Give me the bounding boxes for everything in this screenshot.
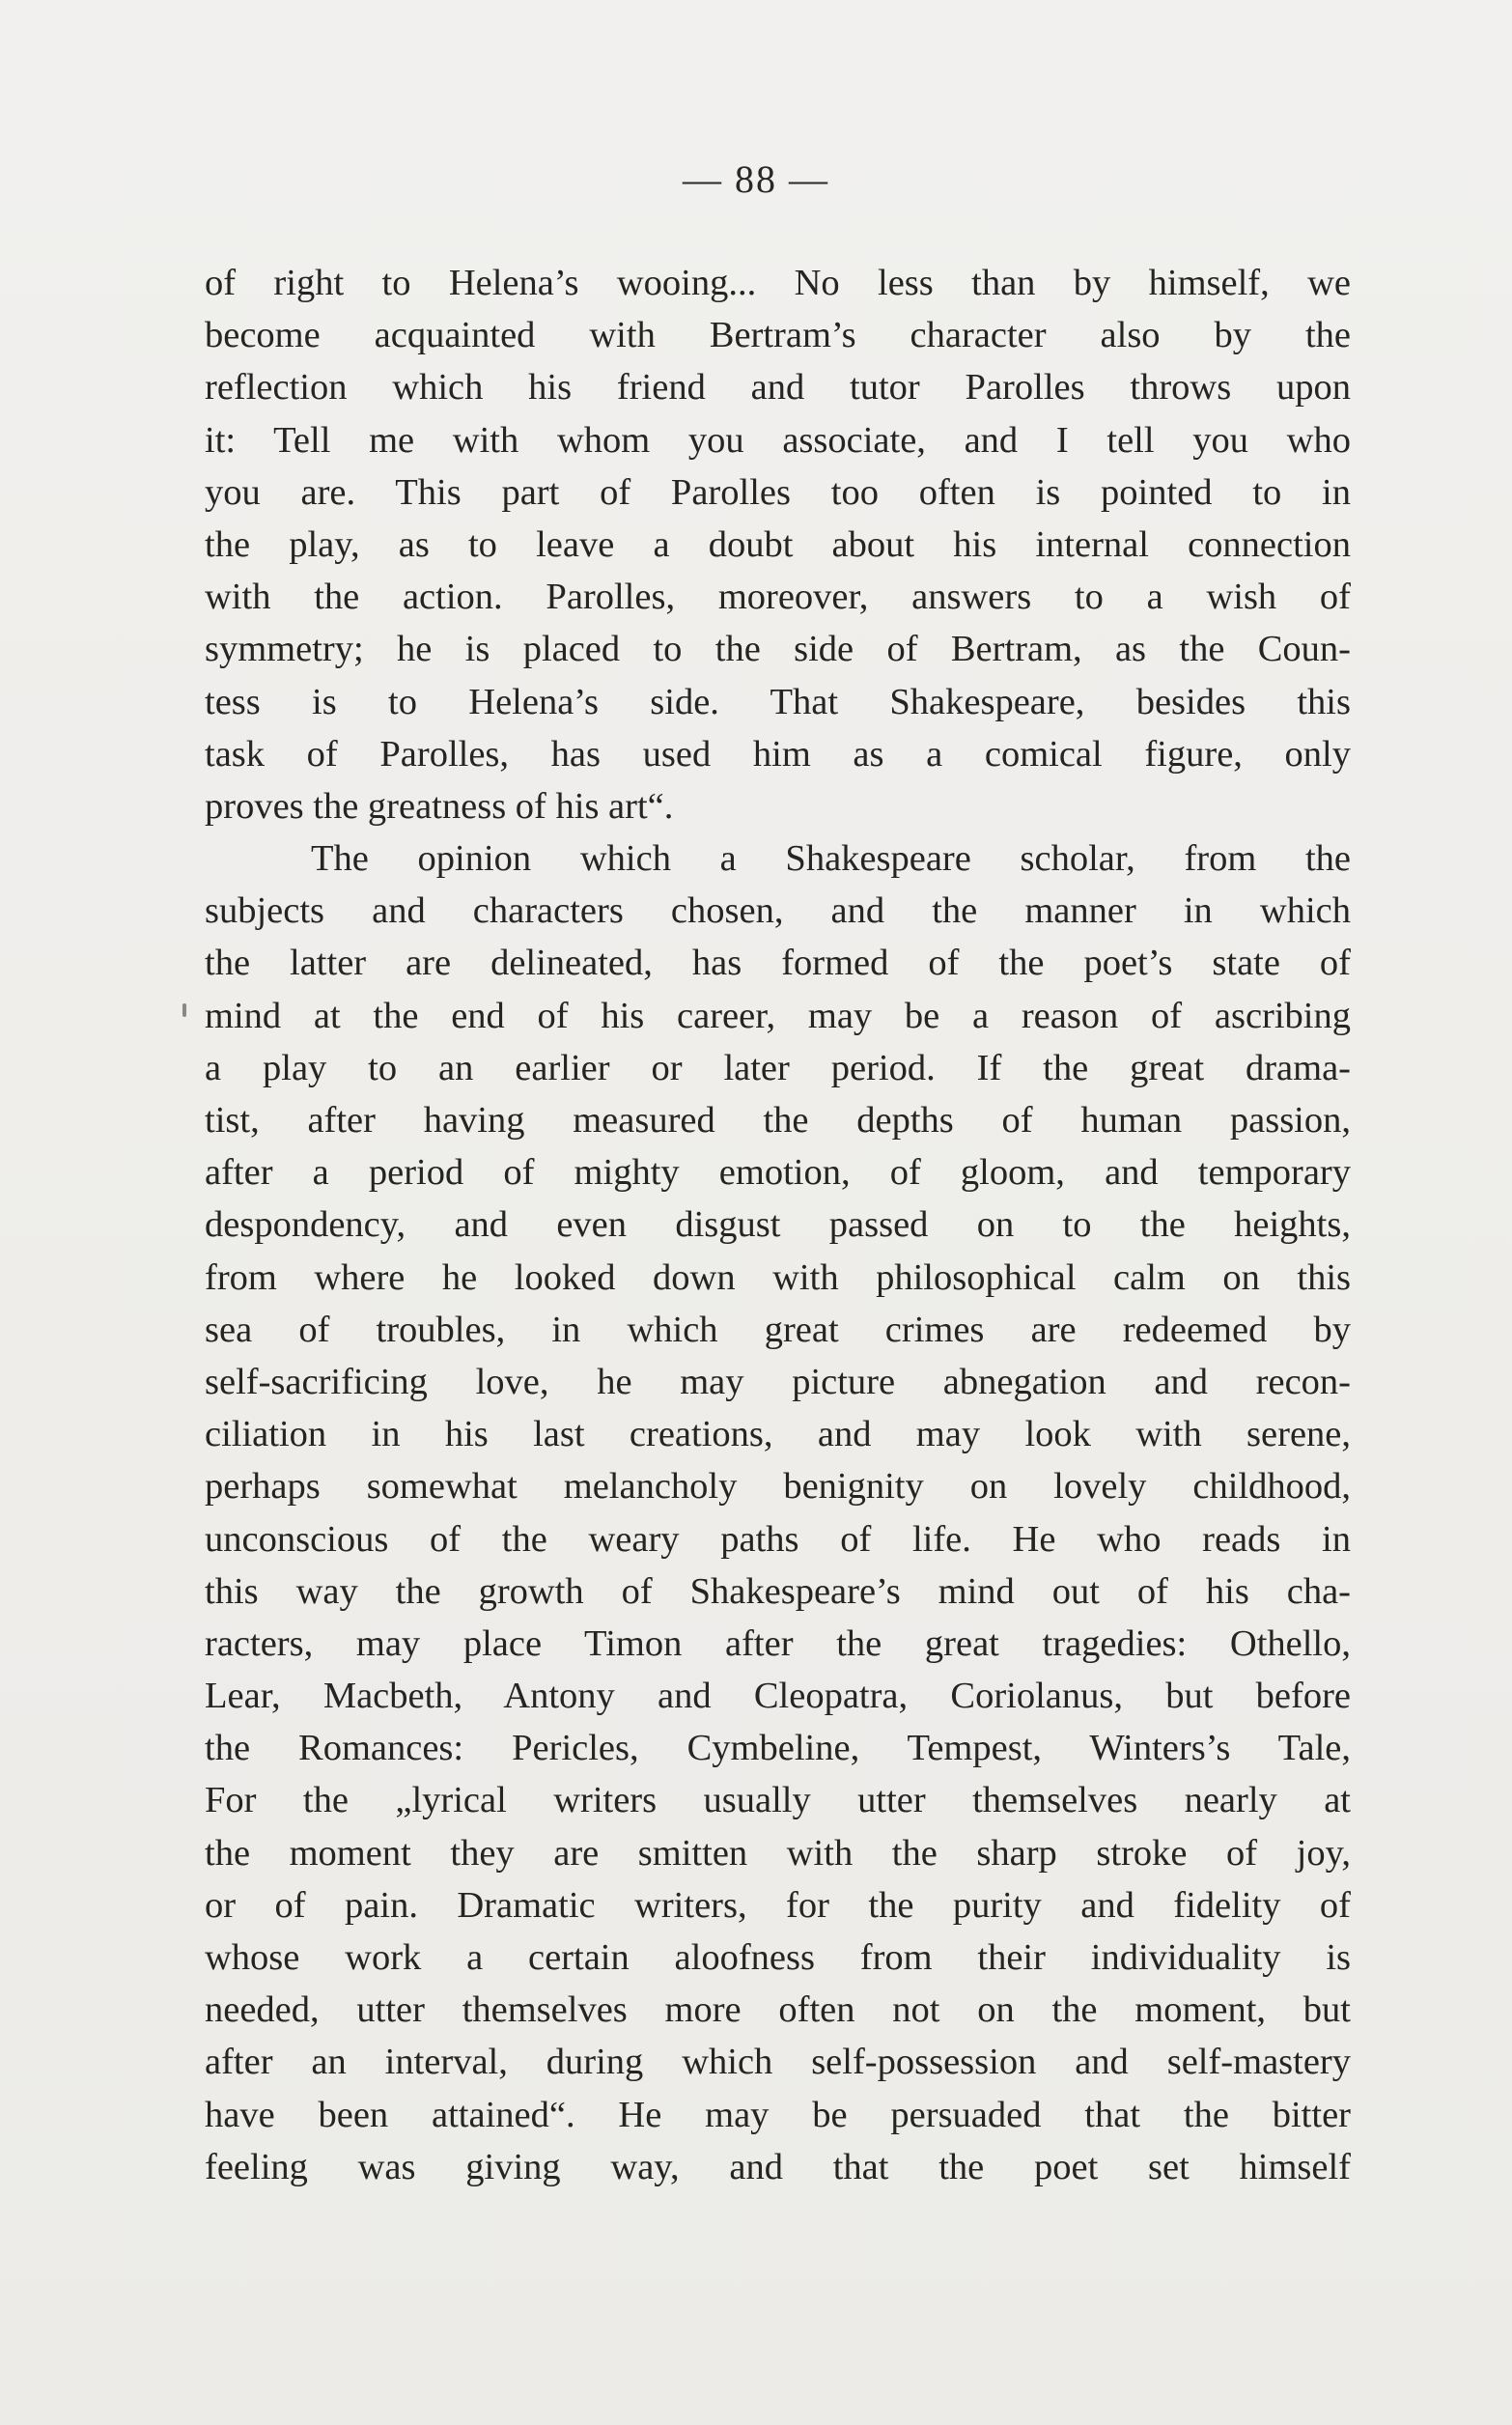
text-line: with the action. Parolles, moreover, answers to a wish of — [205, 577, 1351, 618]
text-line: tist, after having measured the depths of human passion, — [205, 1100, 1351, 1141]
text-line: tess is to Helena’s side. That Shakespeare, besides this — [205, 681, 1351, 722]
text-line: The opinion which a Shakespeare scholar, from the — [311, 838, 1351, 880]
text-line: after an interval, during which self-possession and self-mastery — [205, 2042, 1351, 2083]
text-line: subjects and characters chosen, and the manner in which — [205, 890, 1351, 932]
text-line: it: Tell me with whom you associate, and I tell you who — [205, 419, 1351, 461]
text-line: proves the greatness of his art“. — [205, 785, 674, 827]
text-line: For the „lyrical writers usually utter themselves nearly at — [205, 1780, 1351, 1821]
text-line: the Romances: Pericles, Cymbeline, Tempest, Winters’s Tale, — [205, 1728, 1351, 1769]
text-line: of right to Helena’s wooing... No less than by himself, we — [205, 263, 1351, 303]
text-line: reflection which his friend and tutor Parolles throws upon — [205, 367, 1351, 409]
text-line: self-sacrificing love, he may picture abnegation and recon- — [205, 1361, 1351, 1402]
text-line: from where he looked down with philosophical calm on this — [205, 1256, 1351, 1298]
text-line: perhaps somewhat melancholy benignity on lovely childhood, — [205, 1466, 1351, 1508]
text-line: whose work a certain aloofness from their individuality is — [205, 1937, 1351, 1978]
text-line: a play to an earlier or later period. If the great drama- — [205, 1047, 1351, 1088]
text-line: unconscious of the weary paths of life. He who reads in — [205, 1518, 1351, 1560]
page-number: — 88 — — [683, 157, 829, 201]
margin-mark — [182, 1003, 186, 1017]
text-line: have been attained“. He may be persuaded that the bitter — [205, 2094, 1351, 2135]
text-line: racters, may place Timon after the great tragedies: Othello, — [205, 1622, 1351, 1664]
text-line: feeling was giving way, and that the poet set himself — [205, 2146, 1351, 2187]
text-line: ciliation in his last creations, and may look with serene, — [205, 1414, 1351, 1455]
text-line: you are. This part of Parolles too often is pointed to in — [205, 471, 1351, 513]
text-line: sea of troubles, in which great crimes are redeemed by — [205, 1309, 1351, 1350]
text-line: despondency, and even disgust passed on to the heights, — [205, 1204, 1351, 1246]
text-line: become acquainted with Bertram’s character also by the — [205, 315, 1351, 356]
text-line: the latter are delineated, has formed of the poet’s state of — [205, 943, 1351, 984]
text-line: task of Parolles, has used him as a comical figure, only — [205, 733, 1351, 775]
text-line: the play, as to leave a doubt about his internal connection — [205, 523, 1351, 565]
text-line: or of pain. Dramatic writers, for the purity and fidelity of — [205, 1884, 1351, 1926]
text-line: the moment they are smitten with the sharp stroke of joy, — [205, 1832, 1351, 1874]
text-line: symmetry; he is placed to the side of Bertram, as the Coun- — [205, 629, 1351, 670]
body-text — [205, 257, 1351, 2193]
text-line: needed, utter themselves more often not on the moment, but — [205, 1989, 1351, 2031]
text-line: Lear, Macbeth, Antony and Cleopatra, Coriolanus, but before — [205, 1676, 1351, 1717]
text-line: after a period of mighty emotion, of gloom, and temporary — [205, 1152, 1351, 1194]
text-line: mind at the end of his career, may be a reason of ascribing — [205, 995, 1351, 1036]
text-line: this way the growth of Shakespeare’s mind out of his cha- — [205, 1570, 1351, 1612]
